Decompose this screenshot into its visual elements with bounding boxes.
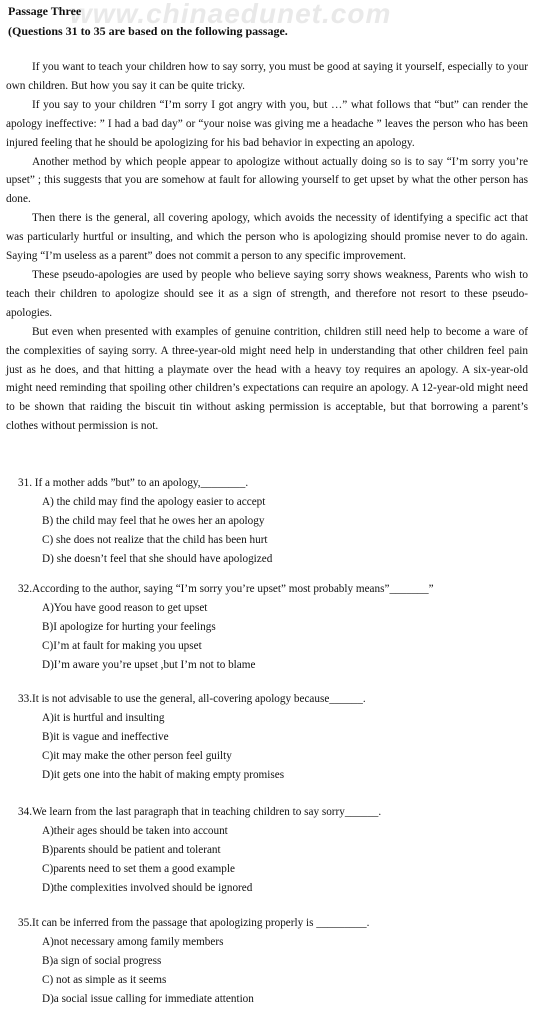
- question-31: [18, 474, 530, 569]
- question-34: [18, 803, 530, 898]
- option-c: C) she does not realize that the child has been hurt: [42, 534, 268, 546]
- question-stem: 31. If a mother adds ”but” to an apology,________.: [18, 477, 249, 489]
- paragraph: Then there is the general, all covering apology, which avoids the necessity of identifying a specific act that was particularly hurtful or insulting, and which the person who is apologizing should promise never to do again. Saying “I’m useless as a parent” does not commit a person to any specific improvement.: [6, 212, 528, 263]
- paragraph: But even when presented with examples of genuine contrition, children still need help to become a ware of the complexities of saying sorry. A three-year-old might need help in understanding that other children feel pain just as he does, and that hitting a playmate over the head with a heavy toy requires an apology. A six-year-old might need reminding that spoiling other children’s expectations can require an apology. A 12-year-old might need to be shown that raiding the biscuit tin without asking permission is acceptable, but that borrowing a parent’s clothes without permission is not.: [6, 325, 528, 433]
- question-stem: 35.It can be inferred from the passage that apologizing properly is _________.: [18, 917, 370, 929]
- option-c: C)it may make the other person feel guilty: [42, 750, 232, 762]
- paragraph: If you want to teach your children how to say sorry, you must be good at saying it yourself, especially to your own children. But how you say it can be quite tricky.: [6, 61, 528, 92]
- question-stem: 34.We learn from the last paragraph that in teaching children to say sorry______.: [18, 806, 382, 818]
- option-b: B) the child may feel that he owes her an apology: [42, 515, 265, 527]
- paragraph: If you say to your children “I’m sorry I got angry with you, but …” what follows that “but” can render the apology ineffective: ” I had a bad day” or “your noise was giving me a headache ” leaves the person who has been injured feeling that he should be apologizing for his bad behavior in expecting an apology.: [6, 98, 528, 149]
- question-33: [18, 690, 530, 785]
- option-c: C)I’m at fault for making you upset: [42, 640, 202, 652]
- paragraph: Another method by which people appear to apologize without actually doing so is to say “I’m sorry you’re upset” ; this suggests that you are somehow at fault for allowing yourself to get upset by what the other person has done.: [6, 155, 528, 206]
- question-35: [18, 914, 530, 1009]
- passage-body: [6, 58, 528, 436]
- option-b: B)it is vague and ineffective: [42, 731, 169, 743]
- question-stem: 32.According to the author, saying “I’m sorry you’re upset” most probably means”_______”: [18, 583, 434, 595]
- watermark-text: www.chinaedunet.com: [70, 0, 392, 29]
- option-d: D)it gets one into the habit of making empty promises: [42, 769, 285, 781]
- option-a: A)You have good reason to get upset: [42, 602, 208, 614]
- option-d: D)the complexities involved should be ignored: [42, 882, 253, 894]
- paragraph: These pseudo-apologies are used by people who believe saying sorry shows weakness, Parents who wish to teach their children to apologize should see it as a sign of strength, and therefore not resort to these pseudo-apologies.: [6, 268, 528, 319]
- option-c: C)parents need to set them a good example: [42, 863, 235, 875]
- option-a: A)their ages should be taken into account: [42, 825, 228, 837]
- option-a: A) the child may find the apology easier to accept: [42, 496, 266, 508]
- option-d: D) she doesn’t feel that she should have apologized: [42, 553, 273, 565]
- question-stem: 33.It is not advisable to use the general, all-covering apology because______.: [18, 693, 366, 705]
- option-d: D)a social issue calling for immediate attention: [42, 993, 254, 1005]
- option-b: B)parents should be patient and tolerant: [42, 844, 221, 856]
- option-a: A)it is hurtful and insulting: [42, 712, 165, 724]
- passage-instructions: (Questions 31 to 35 are based on the following passage.: [8, 24, 288, 38]
- passage-title: Passage Three: [8, 4, 82, 18]
- option-b: B)a sign of social progress: [42, 955, 162, 967]
- option-a: A)not necessary among family members: [42, 936, 224, 948]
- option-d: D)I’m aware you’re upset ,but I’m not to blame: [42, 659, 256, 671]
- question-32: [18, 580, 530, 675]
- option-b: B)I apologize for hurting your feelings: [42, 621, 216, 633]
- option-c: C) not as simple as it seems: [42, 974, 167, 986]
